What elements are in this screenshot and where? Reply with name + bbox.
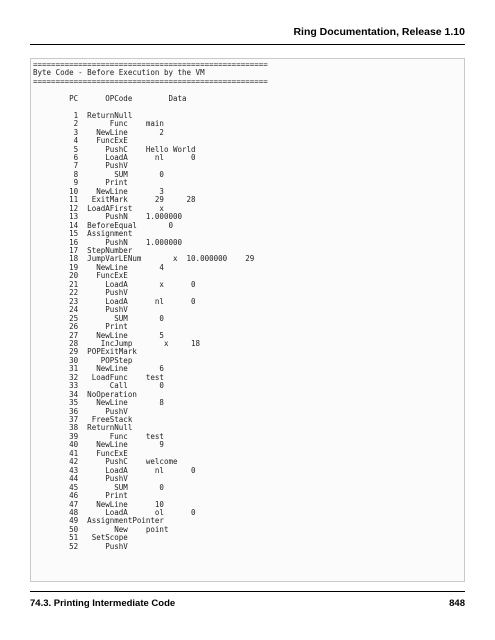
code-line: 24 PushV: [33, 305, 128, 315]
code-line: 49 AssignmentPointer: [33, 516, 164, 526]
code-line: 9 Print: [33, 178, 128, 188]
code-line: 16 PushN 1.000000: [33, 237, 183, 247]
code-line: 2 Func main: [33, 119, 164, 129]
code-line: 37 FreeStack: [33, 415, 133, 425]
code-line: 51 SetScope: [33, 533, 128, 543]
code-line: 38 ReturnNull: [33, 423, 133, 433]
code-line: 34 NoOperation: [33, 389, 137, 399]
code-line: 10 NewLine 3: [33, 186, 164, 196]
code-line: 20 FuncExE: [33, 271, 128, 281]
code-line: 14 BeforeEqual 0: [33, 220, 173, 230]
code-line: 35 NewLine 8: [33, 398, 164, 408]
page-footer: [30, 591, 465, 610]
code-line: 28 IncJump x 18: [33, 338, 201, 348]
code-line: 11 ExitMark 29 28: [33, 195, 196, 205]
code-line: 12 LoadAFirst x: [33, 203, 164, 213]
code-line: 45 SUM 0: [33, 482, 164, 492]
code-line: 18 JumpVarLENum x 10.000000 29: [33, 254, 255, 264]
code-line: 27 NewLine 5: [33, 330, 164, 340]
code-line: 23 LoadA nl 0: [33, 296, 196, 306]
code-line: 17 StepNumber: [33, 245, 133, 255]
code-line: 29 POPExitMark: [33, 347, 137, 357]
code-line: 47 NewLine 10: [33, 499, 164, 509]
code-line: 7 PushV: [33, 161, 128, 171]
code-line: 8 SUM 0: [33, 169, 164, 179]
code-line: ====================================================: [33, 60, 268, 69]
code-line: 31 NewLine 6: [33, 364, 164, 374]
page-header: [30, 0, 465, 45]
code-line: 50 New point: [33, 524, 169, 534]
code-line: 6 LoadA nl 0: [33, 152, 196, 162]
code-line: 41 FuncExE: [33, 448, 128, 458]
code-line: 3 NewLine 2: [33, 127, 164, 137]
code-line: 44 PushV: [33, 474, 128, 484]
code-line: 42 PushC welcome: [33, 457, 178, 467]
code-line: 33 Call 0: [33, 381, 164, 391]
code-line: 32 LoadFunc test: [33, 372, 164, 382]
code-line: 36 PushV: [33, 406, 128, 416]
code-line: 1 ReturnNull: [33, 110, 133, 120]
code-line: 13 PushN 1.000000: [33, 212, 183, 222]
page-number: 848: [449, 598, 465, 609]
code-line: 19 NewLine 4: [33, 262, 164, 272]
code-line: 22 PushV: [33, 288, 128, 298]
code-line: 43 LoadA nl 0: [33, 465, 196, 475]
code-line: 15 Assignment: [33, 229, 133, 239]
code-line: 40 NewLine 9: [33, 440, 164, 450]
document-title: Ring Documentation, Release 1.10: [293, 26, 465, 38]
code-line: 30 POPStep: [33, 355, 133, 365]
code-line: 39 Func test: [33, 431, 164, 441]
code-line: 26 Print: [33, 322, 128, 332]
section-title: 74.3. Printing Intermediate Code: [30, 598, 176, 609]
code-line: 21 LoadA x 0: [33, 279, 196, 289]
code-line: 5 PushC Hello World: [33, 144, 196, 154]
code-line: 25 SUM 0: [33, 313, 164, 323]
code-line: 4 FuncExE: [33, 136, 128, 146]
code-line: Byte Code - Before Execution by the VM: [33, 68, 205, 78]
code-line: 46 Print: [33, 491, 128, 501]
code-line: PC OPCode Data: [33, 93, 187, 103]
code-line: 48 LoadA ol 0: [33, 508, 196, 518]
code-block: [30, 58, 465, 582]
code-line: 52 PushV: [33, 541, 128, 551]
code-listing: [31, 59, 464, 551]
code-line: ====================================================: [33, 76, 268, 86]
